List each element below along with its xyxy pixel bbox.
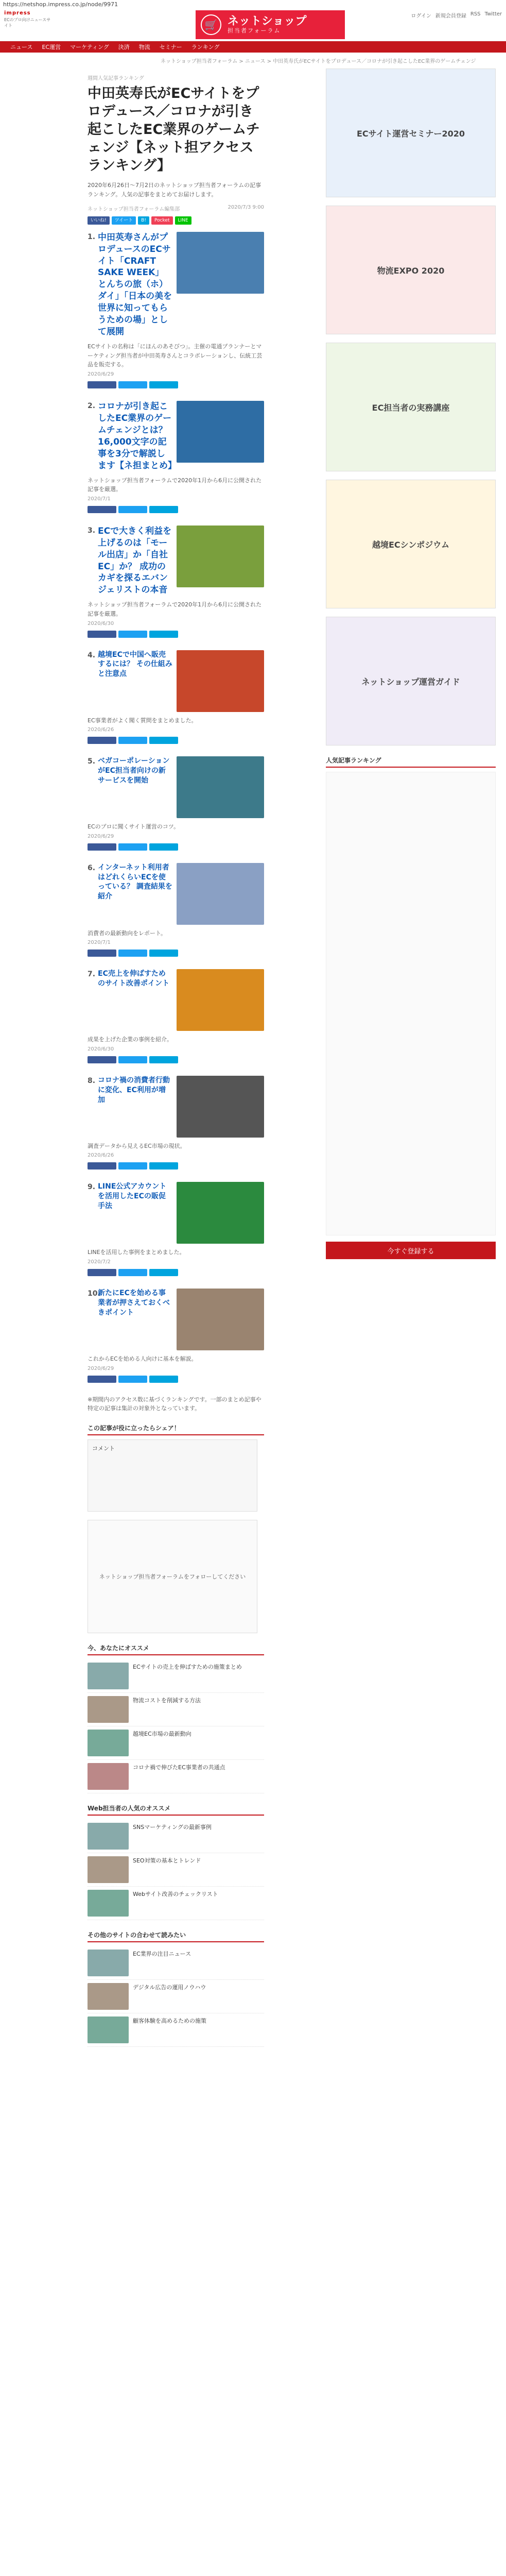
rank-share-buttons xyxy=(88,631,264,638)
facebook-share-button[interactable] xyxy=(88,1376,116,1383)
rank-number: 2. xyxy=(88,401,96,410)
facebook-share-button[interactable] xyxy=(88,381,116,388)
site-header xyxy=(0,8,506,41)
rank-title-link[interactable]: 中田英寿さんがプロデュースのECサイト「CRAFT SAKE WEEK」とんちの旅（ホ）ダイ」「日本の美を世界に知ってもらうための場」として展開 xyxy=(98,232,172,337)
sidebar-ad-banner[interactable] xyxy=(326,69,496,197)
rss-link[interactable]: RSS xyxy=(470,11,481,17)
rank-title-link[interactable]: 新たにECを始める事業者が押さえておくべきポイント xyxy=(98,1289,170,1317)
rank-number: 6. xyxy=(88,863,96,872)
list-thumbnail xyxy=(88,1823,129,1850)
sidebar-ad-list xyxy=(326,69,496,745)
list-thumbnail xyxy=(88,1696,129,1723)
ranking-item[interactable] xyxy=(88,650,264,744)
rank-share-buttons xyxy=(88,1056,264,1063)
twitter-share-button[interactable] xyxy=(118,381,147,388)
twitter-share-button[interactable] xyxy=(118,506,147,513)
list-item-title: 顧客体験を高めるための施策 xyxy=(133,2017,206,2024)
list-item-title: コロナ禍で伸びたEC事業者の共通点 xyxy=(133,1764,225,1771)
twitter-share-button[interactable] xyxy=(118,843,147,851)
breadcrumb[interactable]: ネットショップ担当者フォーラム > ニュース > 中田英寿氏がECサイトをプロデュース／コロナが引き起こしたEC業界のゲームチェンジ xyxy=(161,59,476,64)
rank-number: 1. xyxy=(88,232,96,241)
twitter-share-button[interactable] xyxy=(118,737,147,744)
list-item-title: SEO対策の基本とトレンド xyxy=(133,1857,201,1864)
facebook-widget-label: コメント xyxy=(92,1445,115,1452)
recommend-sections xyxy=(88,1641,264,2047)
main-column xyxy=(88,69,264,2047)
hatena-share-button[interactable] xyxy=(149,1376,178,1383)
ad-banner-label: EC担当者の実務講座 xyxy=(372,402,450,413)
rank-number: 7. xyxy=(88,970,96,979)
rank-number: 8. xyxy=(88,1076,96,1085)
rank-date: 2020/7/2 xyxy=(88,1259,111,1265)
ranking-item[interactable] xyxy=(88,863,264,957)
signup-link[interactable]: 新規会員登録 xyxy=(435,13,466,19)
hatena-share-button[interactable] xyxy=(149,1269,178,1276)
twitter-link[interactable]: Twitter xyxy=(484,11,502,17)
twitter-share-button[interactable] xyxy=(118,631,147,638)
hatena-share-button[interactable] xyxy=(149,843,178,851)
header-links xyxy=(411,11,502,19)
rank-description: EC事業者がよく聞く質問をまとめました。 xyxy=(88,717,197,724)
hatena-share-button[interactable] xyxy=(149,950,178,957)
hatena-share-button[interactable] xyxy=(149,1162,178,1170)
rank-date: 2020/6/29 xyxy=(88,1365,114,1371)
facebook-share-button[interactable] xyxy=(88,506,116,513)
pocket-share-button[interactable]: Pocket xyxy=(151,216,173,225)
rank-share-buttons xyxy=(88,737,264,744)
list-item-title: 物流コストを削減する方法 xyxy=(133,1697,201,1704)
list-thumbnail xyxy=(88,1730,129,1756)
rank-description: 調査データから見えるEC市場の現状。 xyxy=(88,1142,186,1149)
global-nav xyxy=(0,41,506,53)
page-title: 中田英寿氏がECサイトをプロデュース／コロナが引き起こしたEC業界のゲームチェンジ【ネット担アクセスランキング】 xyxy=(88,86,260,174)
nav-item[interactable]: ランキング xyxy=(191,44,220,50)
nav-item[interactable]: EC運営 xyxy=(42,44,61,50)
rank-share-buttons xyxy=(88,1376,264,1383)
rank-title-link[interactable]: ECで大きく利益を上げるのは「モール出店」か「自社EC」か？ 成功のカギを探るエバンジェリストの本音 xyxy=(98,526,172,596)
facebook-widget[interactable] xyxy=(88,1439,257,1512)
rank-share-buttons xyxy=(88,506,264,513)
facebook-share-button[interactable]: いいね! xyxy=(88,216,110,225)
list-item-title: Webサイト改善のチェックリスト xyxy=(133,1890,218,1897)
rank-description: 消費者の最新動向をレポート。 xyxy=(88,929,167,937)
hatena-share-button[interactable] xyxy=(149,631,178,638)
list-item[interactable] xyxy=(88,1726,264,1760)
list-thumbnail xyxy=(88,1950,129,1976)
register-button[interactable]: 今すぐ登録する xyxy=(326,1242,496,1259)
twitter-share-button[interactable] xyxy=(118,950,147,957)
list-item[interactable] xyxy=(88,1659,264,1693)
list-item-title: デジタル広告の運用ノウハウ xyxy=(133,1984,206,1991)
rank-date: 2020/7/1 xyxy=(88,496,111,502)
rank-description: LINEを活用した事例をまとめました。 xyxy=(88,1249,185,1256)
rank-share-buttons xyxy=(88,381,264,388)
cart-icon: 🛒 xyxy=(201,14,221,35)
nav-item[interactable]: セミナー xyxy=(159,44,182,50)
share-section-title: この記事が役に立ったらシェア！ xyxy=(88,1421,264,1435)
follow-box[interactable] xyxy=(88,1520,257,1633)
ad-banner-label: 物流EXPO 2020 xyxy=(377,265,445,276)
facebook-share-button[interactable] xyxy=(88,1162,116,1170)
sidebar-ad-banner[interactable] xyxy=(326,343,496,471)
facebook-share-button[interactable] xyxy=(88,631,116,638)
nav-item[interactable]: 決済 xyxy=(118,44,130,50)
ranking-item[interactable] xyxy=(88,1076,264,1170)
rank-thumbnail[interactable] xyxy=(177,1182,264,1244)
rank-thumbnail[interactable] xyxy=(177,1289,264,1350)
rank-thumbnail[interactable] xyxy=(177,863,264,925)
list-thumbnail xyxy=(88,1763,129,1790)
rank-description: ネットショップ担当者フォーラムで2020年1月から6月に公開された記事を厳選。 xyxy=(88,477,262,493)
rank-description: ネットショップ担当者フォーラムで2020年1月から6月に公開された記事を厳選。 xyxy=(88,601,262,617)
ranking-footnote: ※期間内のアクセス数に基づくランキングです。一部のまとめ記事や特定の記事は集計の対象外となっています。 xyxy=(88,1396,261,1412)
rank-share-buttons xyxy=(88,843,264,851)
list-item[interactable] xyxy=(88,1853,264,1887)
article-info xyxy=(88,205,264,212)
ad-banner-label: ECサイト運営セミナー2020 xyxy=(356,128,465,139)
sidebar xyxy=(326,69,496,2047)
hatena-share-button[interactable] xyxy=(149,1056,178,1063)
sidebar-ad-banner[interactable] xyxy=(326,206,496,334)
rank-title-link[interactable]: コロナが引き起こしたEC業界のゲームチェンジとは？ 16,000文字の記事を3分で解説します【ネ担まとめ】 xyxy=(98,401,177,471)
login-link[interactable]: ログイン xyxy=(411,13,431,19)
rank-date: 2020/6/30 xyxy=(88,1046,114,1052)
section-title: その他のサイトの合わせて読みたい xyxy=(88,1928,264,1942)
list-item[interactable] xyxy=(88,1887,264,1920)
rank-title-link[interactable]: EC売上を伸ばすためのサイト改善ポイント xyxy=(98,970,170,988)
rank-number: 10. xyxy=(88,1290,100,1298)
facebook-share-button[interactable] xyxy=(88,737,116,744)
ranking-list xyxy=(88,232,264,1383)
list-item-title: SNSマーケティングの最新事例 xyxy=(133,1823,212,1831)
section-title: Web担当者の人気のオススメ xyxy=(88,1802,264,1816)
rank-title-link[interactable]: LINE公式アカウントを活用したECの販促手法 xyxy=(98,1182,167,1211)
twitter-share-button[interactable]: ツイート xyxy=(112,216,136,225)
twitter-share-button[interactable] xyxy=(118,1162,147,1170)
list-thumbnail xyxy=(88,1890,129,1917)
rank-number: 4. xyxy=(88,651,96,659)
rank-title-link[interactable]: コロナ禍の消費者行動に変化、EC利用が増加 xyxy=(98,1076,170,1104)
facebook-share-button[interactable] xyxy=(88,950,116,957)
ad-banner-label: ネットショップ運営ガイド xyxy=(361,676,460,687)
hatena-share-button[interactable] xyxy=(149,737,178,744)
rank-number: 3. xyxy=(88,526,96,535)
rank-thumbnail[interactable] xyxy=(177,969,264,1031)
list-item[interactable] xyxy=(88,1946,264,1980)
list-item-title: 越境EC市場の最新動向 xyxy=(133,1730,191,1737)
sidebar-ranking-title: 人気記事ランキング xyxy=(326,754,496,768)
rank-title-link[interactable]: 越境ECで中国へ販売するには？ その仕組みと注意点 xyxy=(98,650,172,679)
ranking-item[interactable] xyxy=(88,526,264,638)
nav-item[interactable]: ニュース xyxy=(10,44,33,50)
section-title: 今、あなたにオススメ xyxy=(88,1641,264,1655)
twitter-share-button[interactable] xyxy=(118,1376,147,1383)
twitter-share-button[interactable] xyxy=(118,1269,147,1276)
list-thumbnail xyxy=(88,1856,129,1883)
rank-thumbnail[interactable] xyxy=(177,232,264,294)
date: 2020/7/3 9:00 xyxy=(228,204,264,210)
rank-share-buttons xyxy=(88,1269,264,1276)
rank-date: 2020/7/1 xyxy=(88,940,111,946)
rank-thumbnail[interactable] xyxy=(177,526,264,587)
url-bar: https://netshop.impress.co.jp/node/9971 xyxy=(0,0,506,8)
sidebar-ranking-box xyxy=(326,772,496,1235)
list-item[interactable] xyxy=(88,1760,264,1793)
rank-date: 2020/6/30 xyxy=(88,620,114,626)
share-buttons xyxy=(88,216,264,225)
author: ネットショップ担当者フォーラム編集部 xyxy=(88,206,180,212)
ranking-item[interactable] xyxy=(88,969,264,1063)
sidebar-ad-banner[interactable] xyxy=(326,617,496,745)
follow-text: ネットショップ担当者フォーラムをフォローしてください xyxy=(99,1573,246,1580)
impress-logo[interactable]: impress ECのプロ向けニュースサイト xyxy=(4,10,51,28)
ranking-item[interactable] xyxy=(88,756,264,851)
nav-item[interactable]: マーケティング xyxy=(70,44,109,50)
rank-title-link[interactable]: インターネット利用者はどれくらいECを使っている？ 調査結果を紹介 xyxy=(98,863,172,901)
line-share-button[interactable]: LINE xyxy=(175,216,191,225)
article-lead: 2020年6月26日〜7月2日のネットショップ担当者フォーラムの記事ランキング。人気の記事をまとめてお届けします。 xyxy=(88,182,261,198)
recommend-section xyxy=(88,1641,264,1793)
rank-thumbnail[interactable] xyxy=(177,756,264,818)
rank-number: 5. xyxy=(88,757,96,766)
rank-date: 2020/6/26 xyxy=(88,1153,114,1159)
hatena-share-button[interactable] xyxy=(149,381,178,388)
rank-number: 9. xyxy=(88,1183,96,1192)
rank-title-link[interactable]: ベガコーポレーションがEC担当者向けの新サービスを開始 xyxy=(98,757,170,785)
sidebar-ad-banner[interactable] xyxy=(326,480,496,608)
list-thumbnail xyxy=(88,2016,129,2043)
rank-date: 2020/6/29 xyxy=(88,833,114,839)
recommend-section xyxy=(88,1802,264,1920)
rank-date: 2020/6/29 xyxy=(88,371,114,377)
rank-thumbnail[interactable] xyxy=(177,401,264,463)
rank-date: 2020/6/26 xyxy=(88,727,114,733)
list-thumbnail xyxy=(88,1663,129,1689)
rank-share-buttons xyxy=(88,950,264,957)
list-item[interactable] xyxy=(88,1820,264,1853)
hatena-share-button[interactable]: B! xyxy=(138,216,149,225)
rank-description: ECサイトの名称は「にほんのあそびつ」。主催の電通プランナーとマーケティング担当者が中田英寿さんとコラボレーションし、伝統工芸品を販売する。 xyxy=(88,343,263,368)
list-item[interactable] xyxy=(88,2013,264,2047)
facebook-share-button[interactable] xyxy=(88,843,116,851)
ranking-item[interactable] xyxy=(88,1289,264,1383)
list-thumbnail xyxy=(88,1983,129,2010)
ranking-item[interactable] xyxy=(88,401,264,513)
site-logo[interactable]: 🛒 ネットショップ 担当者フォーラム xyxy=(196,10,345,39)
facebook-share-button[interactable] xyxy=(88,1269,116,1276)
list-item-title: EC業界の注目ニュース xyxy=(133,1950,191,1957)
rank-description: 成果を上げた企業の事例を紹介。 xyxy=(88,1036,172,1043)
ranking-item[interactable] xyxy=(88,232,264,388)
rank-description: これからECを始める人向けに基本を解説。 xyxy=(88,1355,197,1363)
nav-item[interactable]: 物流 xyxy=(138,44,150,50)
ad-banner-label: 越境ECシンポジウム xyxy=(372,539,450,550)
rank-thumbnail[interactable] xyxy=(177,1076,264,1138)
article-category: 週間人気記事ランキング xyxy=(88,76,144,81)
list-item[interactable] xyxy=(88,1693,264,1726)
rank-share-buttons xyxy=(88,1162,264,1170)
twitter-share-button[interactable] xyxy=(118,1056,147,1063)
facebook-share-button[interactable] xyxy=(88,1056,116,1063)
rank-thumbnail[interactable] xyxy=(177,650,264,712)
list-item[interactable] xyxy=(88,1980,264,2013)
recommend-section xyxy=(88,1928,264,2047)
ranking-item[interactable] xyxy=(88,1182,264,1276)
hatena-share-button[interactable] xyxy=(149,506,178,513)
list-item-title: ECサイトの売上を伸ばすための施策まとめ xyxy=(133,1663,242,1670)
rank-description: ECのプロに聞くサイト運営のコツ。 xyxy=(88,823,180,831)
